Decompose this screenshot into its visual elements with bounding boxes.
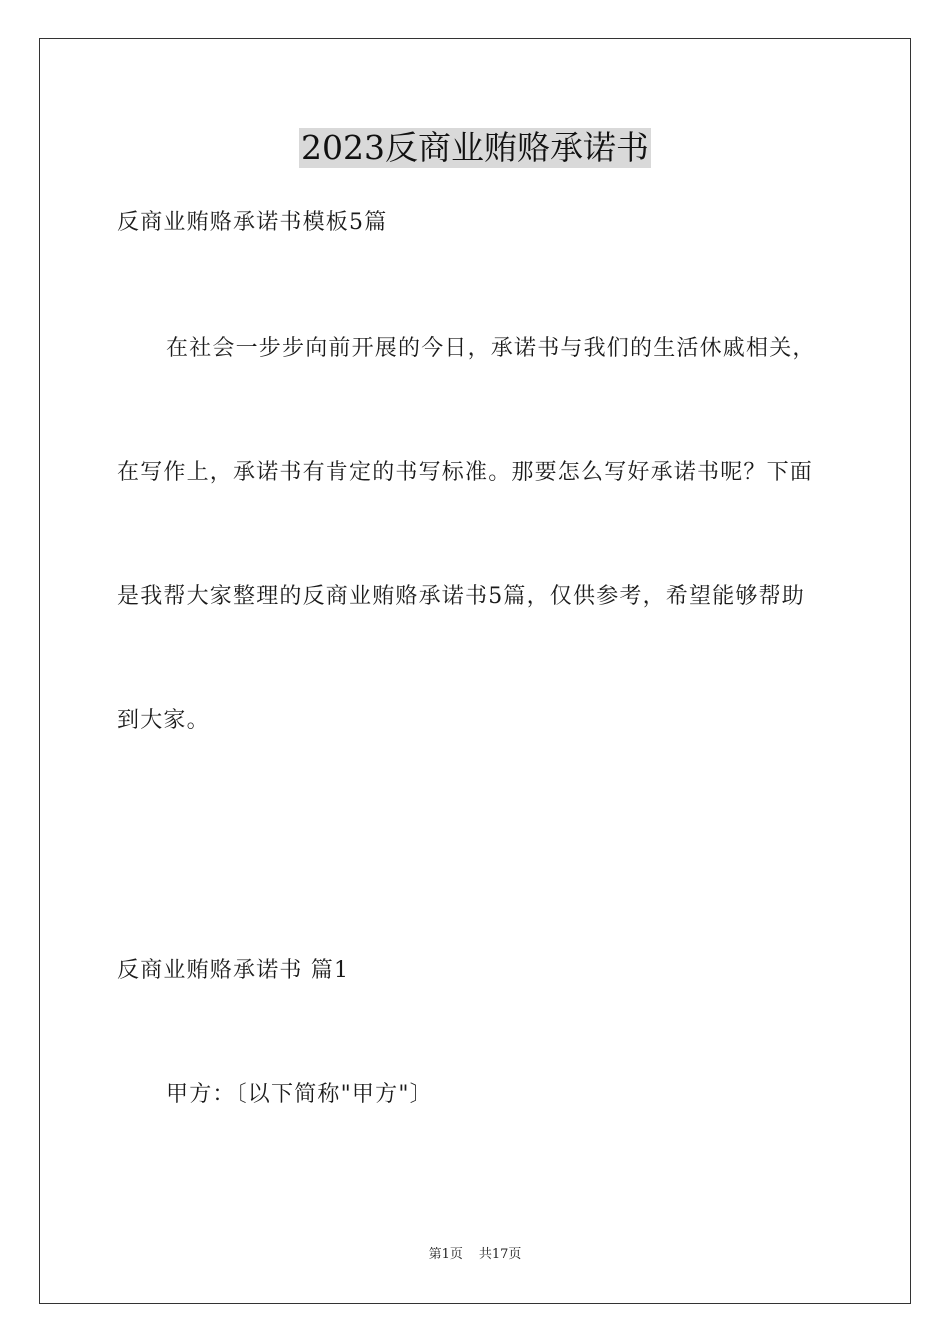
- document-subtitle: 反商业贿赂承诺书模板5篇: [117, 210, 388, 235]
- party-a-line: 甲方：〔以下简称"甲方"〕: [166, 1082, 433, 1107]
- intro-line: 在社会一步步向前开展的今日，承诺书与我们的生活休戚相关，: [166, 336, 816, 361]
- page-total: 共17页: [478, 1247, 522, 1262]
- intro-line: 在写作上，承诺书有肯定的书写标准。那要怎么写好承诺书呢？下面: [117, 460, 814, 485]
- intro-line: 是我帮大家整理的反商业贿赂承诺书5篇，仅供参考，希望能够帮助: [117, 584, 805, 609]
- document-title: 2023反商业贿赂承诺书: [301, 128, 649, 167]
- section-heading: 反商业贿赂承诺书 篇1: [117, 958, 350, 983]
- page-footer: [0, 1246, 950, 1264]
- title-container: [0, 128, 950, 168]
- intro-line: 到大家。: [117, 708, 210, 733]
- page-number: 第1页: [428, 1247, 463, 1262]
